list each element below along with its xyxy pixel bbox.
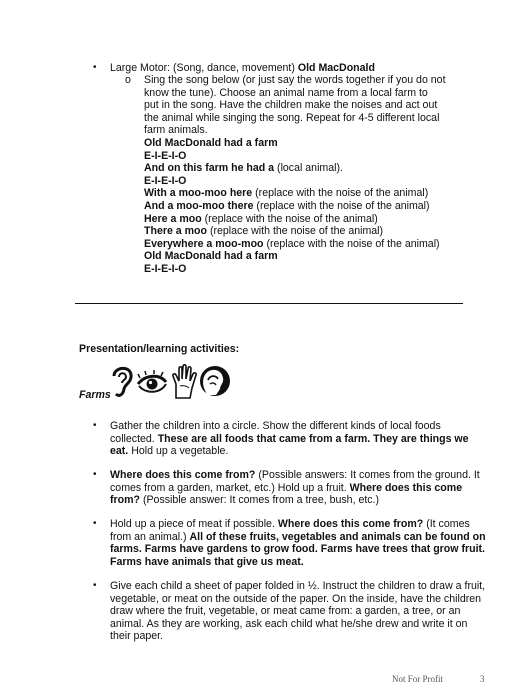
instruction-line: farm animals. [144, 124, 208, 137]
large-motor-title: Old MacDonald [297, 62, 375, 74]
activity-line [110, 618, 505, 631]
song-line-lyric: E-I-E-I-O [144, 262, 187, 275]
body-text: (Possible answers: It comes from the ground. It [255, 469, 480, 481]
instruction-line: Sing the song below (or just say the words together if you do not [144, 74, 446, 86]
farms-label: Farms [79, 389, 111, 401]
body-text: Hold up a piece of meat if possible. [110, 518, 278, 530]
song-line-lyric: Old MacDonald had a farm [144, 250, 278, 263]
instruction-line: know the tune). Choose an animal name from a local farm to [144, 86, 428, 99]
song-line [144, 175, 446, 188]
activity-line [110, 420, 505, 433]
activity-line [110, 580, 505, 593]
activity-line [110, 531, 505, 544]
emphasis-text: Where does this come from? [110, 469, 256, 481]
emphasis-text: Where does this come from? [277, 518, 424, 530]
activity-line [110, 433, 505, 446]
song-line [144, 150, 446, 163]
activity-item [110, 580, 505, 643]
sensory-icons-svg [108, 364, 234, 400]
song-line [144, 137, 446, 150]
body-text: vegetable, or meat on the outside of the paper. On the inside, have the children [110, 592, 482, 605]
song-line-note: (replace with the noise of the animal) [201, 212, 378, 225]
song-line-lyric: Everywhere a moo-moo [144, 237, 264, 250]
bullet-item-3: • [93, 518, 97, 529]
activity-line [110, 469, 505, 482]
bullet-item-2: • [93, 469, 97, 480]
body-text: draw where the fruit, vegetable, or meat came from: a garden, a tree, or an [110, 605, 461, 618]
large-motor-label [110, 62, 375, 75]
eye-icon [138, 370, 166, 392]
activity-line [110, 605, 505, 618]
body-text: from an animal.) [110, 530, 190, 543]
emphasis-text: Farms have animals that give us meat. [110, 555, 304, 568]
section-heading: Presentation/learning activities: [79, 343, 240, 355]
activity-line [110, 445, 505, 458]
song-line-lyric: With a moo-moo here [144, 187, 253, 200]
song-line-note: (replace with the noise of the animal) [253, 199, 430, 212]
instruction-line: put in the song. Have the children make the noises and act out [144, 99, 438, 112]
bullet-item-1: • [93, 420, 97, 431]
song-instructions [144, 74, 446, 276]
large-motor-text: Large Motor: (Song, dance, movement) [110, 62, 298, 74]
activity-line [110, 556, 505, 569]
activity-line [110, 593, 505, 606]
instruction-line: the animal while singing the song. Repeat for 4-5 different local [144, 111, 440, 124]
activity-line [110, 543, 505, 556]
head-profile-icon [200, 366, 230, 396]
song-line [144, 250, 446, 263]
activity-line [110, 494, 505, 507]
emphasis-text: Where does this come [349, 481, 463, 494]
song-line [144, 263, 446, 276]
activity-item [110, 469, 505, 507]
sub-bullet: o [125, 74, 131, 86]
song-line-note: (replace with the noise of the animal) [207, 225, 384, 238]
body-text: Give each child a sheet of paper folded in ½. Instruct the children to draw a fruit, [110, 580, 486, 592]
body-text: Gather the children into a circle. Show the different kinds of local foods [110, 420, 441, 432]
song-line-lyric: And a moo-moo there [144, 199, 254, 212]
sensory-icons [108, 364, 234, 404]
ear-icon [114, 368, 131, 395]
song-line-lyric: E-I-E-I-O [144, 149, 187, 162]
song-line-lyric: And on this farm he had a [144, 162, 275, 175]
song-line [144, 200, 446, 213]
activity-item [110, 518, 505, 568]
body-text: comes from a garden, market, etc.) Hold up a fruit. [110, 481, 350, 494]
song-line [144, 225, 446, 238]
song-line-lyric: There a moo [144, 225, 207, 238]
section-divider [75, 303, 463, 304]
emphasis-text: from? [110, 494, 141, 507]
activity-line [110, 630, 505, 643]
body-text: (It comes [423, 518, 470, 530]
song-line-lyric: E-I-E-I-O [144, 174, 187, 187]
song-line [144, 213, 446, 226]
song-line [144, 187, 446, 200]
body-text: collected. [110, 432, 158, 445]
emphasis-text: All of these fruits, vegetables and animals can be found on [189, 530, 486, 543]
song-line [144, 238, 446, 251]
hand-icon [173, 365, 196, 398]
body-text: their paper. [110, 630, 164, 643]
body-text: Hold up a vegetable. [128, 445, 229, 458]
song-line-note: (local animal). [274, 162, 343, 175]
emphasis-text: farms. Farms have gardens to grow food. Farms have trees that grow fruit. [110, 543, 485, 556]
emphasis-text: These are all foods that came from a farm. They are things we [157, 432, 469, 445]
song-line-lyric: Old MacDonald had a farm [144, 136, 278, 149]
footer-note: Not For Profit [392, 674, 444, 684]
body-text: (Possible answer: It comes from a tree, bush, etc.) [140, 494, 380, 507]
song-line [144, 162, 446, 175]
activity-line [110, 518, 505, 531]
body-text: animal. As they are working, ask each child what he/she drew and write it on [110, 617, 468, 630]
song-line-lyric: Here a moo [144, 212, 202, 225]
page-number: 3 [480, 674, 485, 684]
song-line-note: (replace with the noise of the animal) [252, 187, 429, 200]
song-line-note: (replace with the noise of the animal) [263, 237, 440, 250]
bullet-large-motor: • [93, 62, 97, 73]
bullet-item-4: • [93, 580, 97, 591]
activity-line [110, 482, 505, 495]
emphasis-text: eat. [110, 445, 129, 458]
activity-item [110, 420, 505, 458]
